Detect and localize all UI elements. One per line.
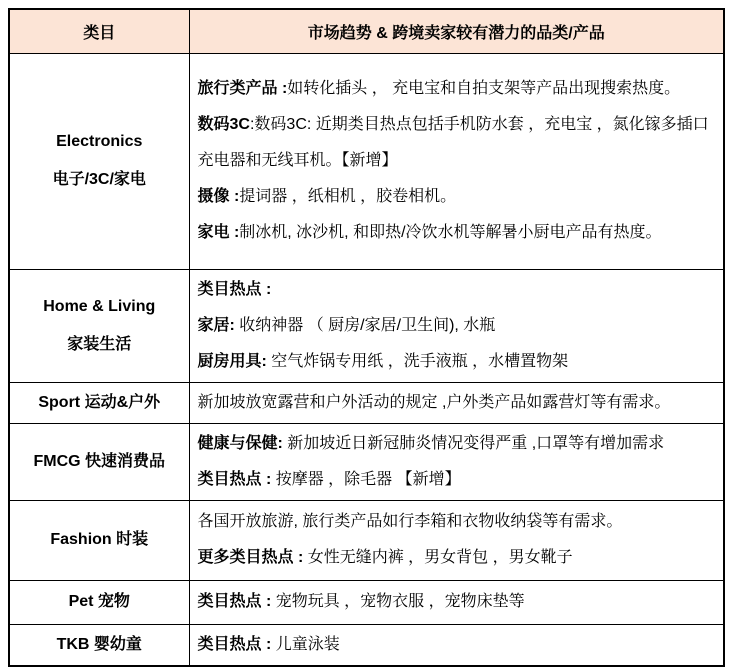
trend-line-prefix: 类目热点 : bbox=[197, 593, 272, 610]
trends-table bbox=[8, 8, 725, 667]
trend-line-text: 提词器 ，纸相机 ，胶卷相机。 bbox=[239, 188, 457, 205]
table-row bbox=[9, 382, 724, 423]
trend-line-prefix: 类目热点 : bbox=[197, 280, 272, 298]
header-row bbox=[9, 9, 724, 53]
trend-line bbox=[198, 272, 716, 308]
trend-line-text: 收纳神器 （ 厨房/家居/卫生间), 水瓶 bbox=[234, 316, 496, 334]
trend-line-text: 新加坡近日新冠肺炎情况变得严重 ,口罩等有增加需求 bbox=[282, 434, 665, 452]
category-cell bbox=[9, 53, 189, 269]
trend-cell bbox=[189, 382, 724, 423]
trend-line-prefix: 摄像 : bbox=[197, 188, 240, 205]
trend-line-text: 各国开放旅游, 旅行类产品如行李箱和衣物收纳袋等有需求。 bbox=[197, 513, 623, 530]
trend-line-text: 按摩器 ，除毛器 【新增】 bbox=[271, 470, 461, 488]
trend-cell bbox=[189, 624, 724, 666]
header-category: 类目 bbox=[9, 9, 189, 53]
trend-cell bbox=[189, 423, 724, 500]
trend-cell bbox=[189, 580, 724, 624]
trends-table-container bbox=[8, 8, 725, 667]
trend-line bbox=[198, 540, 716, 576]
header-trends: 市场趋势 & 跨境卖家较有潜力的品类/产品 bbox=[189, 9, 724, 53]
category-label: TKB 婴幼童 bbox=[56, 635, 142, 653]
category-cell bbox=[9, 423, 189, 500]
trend-line-text: 儿童泳装 bbox=[271, 635, 340, 653]
table-row bbox=[9, 500, 724, 580]
trend-cell bbox=[189, 53, 724, 269]
category-label: Electronics bbox=[56, 133, 143, 150]
trend-line bbox=[198, 385, 716, 421]
table-row bbox=[9, 269, 724, 382]
trend-line-text: 新加坡放宽露营和户外活动的规定 ,户外类产品如露营灯等有需求。 bbox=[197, 393, 671, 411]
trend-line-prefix: 类目热点 : bbox=[197, 635, 272, 653]
table-body bbox=[9, 53, 724, 666]
trend-line bbox=[198, 71, 716, 107]
category-label: Pet 宠物 bbox=[68, 593, 130, 610]
trend-line-text: 制冰机, 冰沙机, 和即热/冷饮水机等解暑小厨电产品有热度。 bbox=[239, 224, 662, 241]
trend-line-text: 女性无缝内裤 ，男女背包 ，男女靴子 bbox=[303, 549, 573, 566]
trend-line-prefix: 家电 : bbox=[197, 224, 240, 241]
trend-cell bbox=[189, 500, 724, 580]
category-label: Fashion 时装 bbox=[50, 531, 149, 548]
category-label: 家装生活 bbox=[67, 335, 132, 353]
trend-line bbox=[198, 308, 716, 344]
trend-line-text: 空气炸锅专用纸 ，洗手液瓶 ，水槽置物架 bbox=[266, 352, 569, 370]
trend-line-prefix: 数码3C bbox=[197, 116, 250, 133]
trend-line bbox=[198, 344, 716, 380]
table-row bbox=[9, 423, 724, 500]
category-cell bbox=[9, 624, 189, 666]
category-cell bbox=[9, 382, 189, 423]
trend-line bbox=[198, 627, 716, 663]
trend-line bbox=[198, 584, 716, 620]
category-cell bbox=[9, 269, 189, 382]
trend-line-prefix: 类目热点 : bbox=[197, 470, 272, 488]
trend-line-text: 宠物玩具 ，宠物衣服 ，宠物床垫等 bbox=[271, 593, 525, 610]
trend-line bbox=[198, 504, 716, 540]
trend-line-text: 如转化插头 ， 充电宝和自拍支架等产品出现搜索热度。 bbox=[287, 80, 681, 97]
trend-line bbox=[198, 215, 716, 251]
table-row bbox=[9, 53, 724, 269]
category-cell bbox=[9, 580, 189, 624]
table-row bbox=[9, 580, 724, 624]
category-cell bbox=[9, 500, 189, 580]
trend-line-text: :数码3C: 近期类目热点包括手机防水套 ，充电宝 ，氮化镓多插口充电器和无线耳机。【新增】 bbox=[197, 116, 709, 169]
trend-line bbox=[198, 462, 716, 498]
trend-line-prefix: 健康与保健: bbox=[197, 434, 283, 452]
table-row bbox=[9, 624, 724, 666]
category-label: FMCG 快速消费品 bbox=[33, 452, 166, 470]
trend-line bbox=[198, 107, 716, 179]
category-label: Home & Living bbox=[43, 297, 156, 315]
trend-cell bbox=[189, 269, 724, 382]
trend-line-prefix: 厨房用具: bbox=[197, 352, 267, 370]
trend-line bbox=[198, 179, 716, 215]
trend-line-prefix: 更多类目热点 : bbox=[197, 549, 304, 566]
category-label: 电子/3C/家电 bbox=[52, 171, 146, 188]
trend-line-prefix: 旅行类产品 : bbox=[197, 80, 288, 97]
category-label: Sport 运动&户外 bbox=[38, 393, 161, 411]
trend-line bbox=[198, 426, 716, 462]
trend-line-prefix: 家居: bbox=[197, 316, 235, 334]
